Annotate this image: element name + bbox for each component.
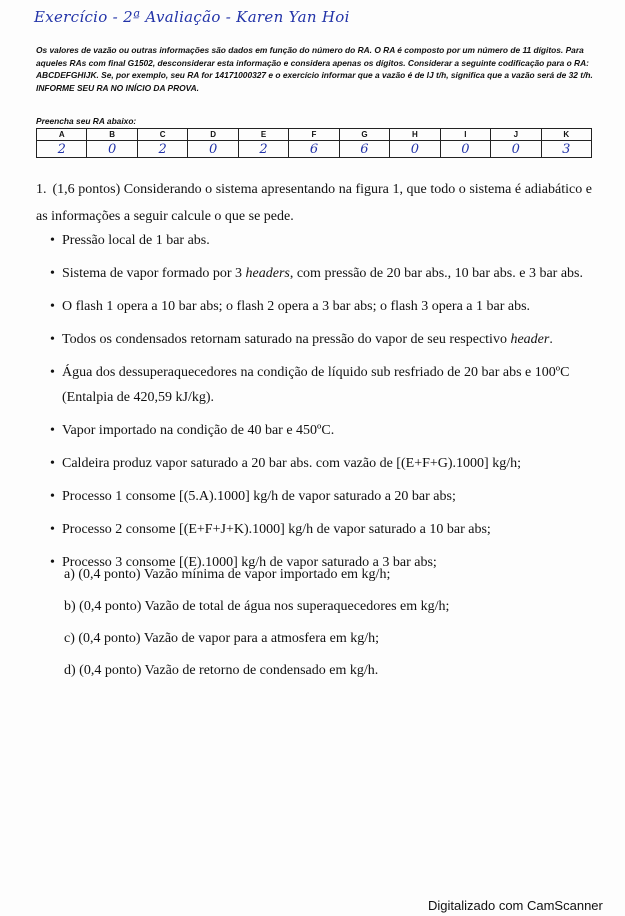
- ra-header-cell: G: [339, 129, 389, 141]
- ra-table-value-row: [37, 141, 592, 158]
- ra-value-cell: 2: [238, 141, 288, 158]
- ra-header-cell: K: [541, 129, 591, 141]
- subquestion-b: b) (0,4 ponto) Vazão de total de água nos superaquecedores em kg/h;: [64, 599, 450, 614]
- ra-value-cell: 0: [491, 141, 541, 158]
- list-item: • Processo 1 consome [(5.A).1000] kg/h de vapor saturado a 20 bar abs;: [50, 484, 592, 509]
- ra-header-cell: D: [188, 129, 238, 141]
- list-item: • Caldeira produz vapor saturado a 20 bar abs. com vazão de [(E+F+G).1000] kg/h;: [50, 451, 592, 476]
- subquestion-d: d) (0,4 ponto) Vazão de retorno de condensado em kg/h.: [64, 663, 379, 678]
- ra-value-cell: 0: [87, 141, 137, 158]
- ra-value-cell: 0: [440, 141, 490, 158]
- ra-header-cell: I: [440, 129, 490, 141]
- ra-value-cell: 6: [289, 141, 339, 158]
- question-number: 1.: [36, 182, 47, 197]
- ra-instructions: Os valores de vazão ou outras informações são dados em função do número do RA. O RA é composto por um número de 11 dígitos. Para aqueles RAs com final G1502, desconsiderar esta informação e considera apenas os dígitos. Considerar a seguinte codificação para o RA: ABCDEFGHIJK. Se, por exemplo, seu RA for 14171000327 e o exercício informar que a vazão é de IJ t/h, significa que a vazão será de 32 t/h. INFORME SEU RA NO INÍCIO DA PROVA.: [36, 45, 593, 93]
- list-item: • Vapor importado na condição de 40 bar e 450ºC.: [50, 418, 592, 443]
- scanner-watermark: Digitalizado com CamScanner: [428, 898, 603, 913]
- subquestion-c: c) (0,4 ponto) Vazão de vapor para a atmosfera em kg/h;: [64, 631, 380, 646]
- handwritten-title: Exercício - 2ª Avaliação - Karen Yan Hoi: [34, 8, 350, 26]
- list-item: • O flash 1 opera a 10 bar abs; o flash 2 opera a 3 bar abs; o flash 3 opera a 1 bar abs.: [50, 294, 592, 319]
- ra-table-header-row: [37, 129, 592, 141]
- list-item: • Sistema de vapor formado por 3 headers, com pressão de 20 bar abs., 10 bar abs. e 3 bar abs.: [50, 261, 592, 286]
- ra-header-cell: J: [491, 129, 541, 141]
- question-1-intro: [36, 176, 592, 230]
- ra-value-cell: 2: [37, 141, 87, 158]
- list-item: • Processo 2 consome [(E+F+J+K).1000] kg/h de vapor saturado a 10 bar abs;: [50, 517, 592, 542]
- ra-value-cell: 2: [137, 141, 187, 158]
- ra-value-cell: 0: [188, 141, 238, 158]
- ra-table: [36, 128, 592, 158]
- ra-header-cell: F: [289, 129, 339, 141]
- question-intro-text: (1,6 pontos) Considerando o sistema apresentando na figura 1, que todo o sistema é adiabático e as informações a seguir calcule o que se pede.: [36, 182, 592, 224]
- ra-value-cell: 6: [339, 141, 389, 158]
- ra-value-cell: 0: [390, 141, 440, 158]
- list-item: • Água dos dessuperaquecedores na condição de líquido sub resfriado de 20 bar abs e 100ºC (Entalpia de 420,59 kJ/kg).: [50, 360, 592, 410]
- subquestion-a: a) (0,4 ponto) Vazão mínima de vapor importado em kg/h;: [64, 567, 391, 582]
- ra-header-cell: B: [87, 129, 137, 141]
- ra-header-cell: E: [238, 129, 288, 141]
- ra-header-cell: H: [390, 129, 440, 141]
- ra-table-label: Preencha seu RA abaixo:: [36, 116, 137, 126]
- question-1-conditions-list: [50, 228, 592, 583]
- list-item: • Todos os condensados retornam saturado na pressão do vapor de seu respectivo header.: [50, 327, 592, 352]
- list-item: • Processo 3 consome [(E).1000] kg/h de vapor saturado a 3 bar abs;: [50, 550, 592, 575]
- list-item: • Pressão local de 1 bar abs.: [50, 228, 592, 253]
- ra-header-cell: C: [137, 129, 187, 141]
- ra-header-cell: A: [37, 129, 87, 141]
- ra-value-cell: 3: [541, 141, 591, 158]
